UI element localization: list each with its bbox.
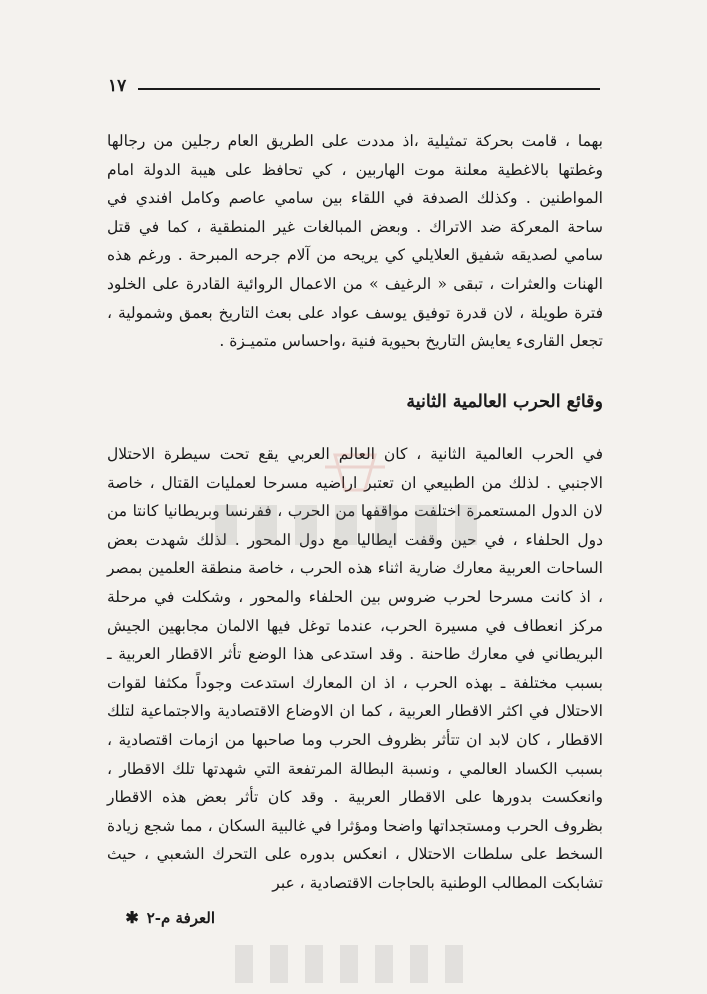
section-heading: وقائع الحرب العالمية الثانية xyxy=(406,392,603,412)
archive-watermark-bottom-icon xyxy=(215,935,495,993)
footer-signature xyxy=(125,908,215,927)
star-icon: ✱ xyxy=(125,908,139,927)
paragraph-intro: بهما ، قامت بحركة تمثيلية ،اذ مددت على الطريق العام رجلين من رجالها وغطتها بالاغطية معلنة موت الهاربين ، كي تحافظ على هيبة الدولة امام المواطنين . وكذلك الصدفة في اللقاء بين سامي عاصم وكامل افندي في ساحة المعركة ضد الاتراك . وبعض المبالغات غير المنطقية ، كما في قتل سامي لصديقه شفيق العلايلي كي يريحه من آلام جرحه المبرحة . ورغم هذه الهنات والعثرات ، تبقى « الرغيف » من الاعمال الروائية القادرة على الخلود فترة طويلة ، لان قدرة توفيق يوسف عواد على بعث التاريخ بعمق وشمولية ، تجعل القارىء يعايش التاريخ بحيوية فنية ،واحساس متميـزة . xyxy=(107,132,603,351)
header-rule xyxy=(138,88,600,90)
page-number: ١٧ xyxy=(108,76,127,96)
footer-label: العرفة م-٢ xyxy=(146,908,215,927)
paragraph-body: في الحرب العالمية الثانية ، كان العالم العربي يقع تحت سيطرة الاحتلال الاجنبي . لذلك من الطبيعي ان تعتبر اراضيه مسرحا لعمليات القتال ، خاصة لان الدول المستعمرة اختلفت مواقفها من الحرب ، ففرنسا وبريطانيا كانتا من دول الحلفاء ، في حين وقفت ايطاليا مع دول المحور . لذلك شهدت بعض الساحات العربية معارك ضارية اثناء هذه الحرب ، خاصة منطقة العلمين بمصر ، اذ كانت مسرحا لحرب ضروس بين الحلفاء والمحور ، وشكلت في مرحلة مركز انعطاف في مسيرة الحرب، عندما توغل فيها الالمان مجابهين الجيش البريطاني في معارك طاحنة . وقد استدعى هذا الوضع تأثر الاقطار العربية ـ بسبب مختلفة ـ بهذه الحرب ، اذ ان المعارك استدعت وجوداً مكثفا لقوات الاحتلال في اكثر الاقطار العربية ، كما ان الاوضاع الاقتصادية والاجتماعية لتلك الاقطار ، كان لابد ان تتأثر بظروف الحرب وما صاحبها من ازمات اقتصادية ، بسبب الكساد العالمي ، ونسبة البطالة المرتفعة التي شهدتها تلك الاقطار ، وانعكست بدورها على الاقطار العربية . وقد كان تأثر بعض هذه الاقطار بظروف الحرب ومستجداتها واضحا ومؤثرا في غالبية السكان ، مما شجع زيادة السخط على سلطات الاحتلال ، انعكس بدوره على التحرك الشعبي ، حيث تشابكت المطالب الوطنية بالحاجات الاقتصادية ، عبر xyxy=(107,445,603,892)
